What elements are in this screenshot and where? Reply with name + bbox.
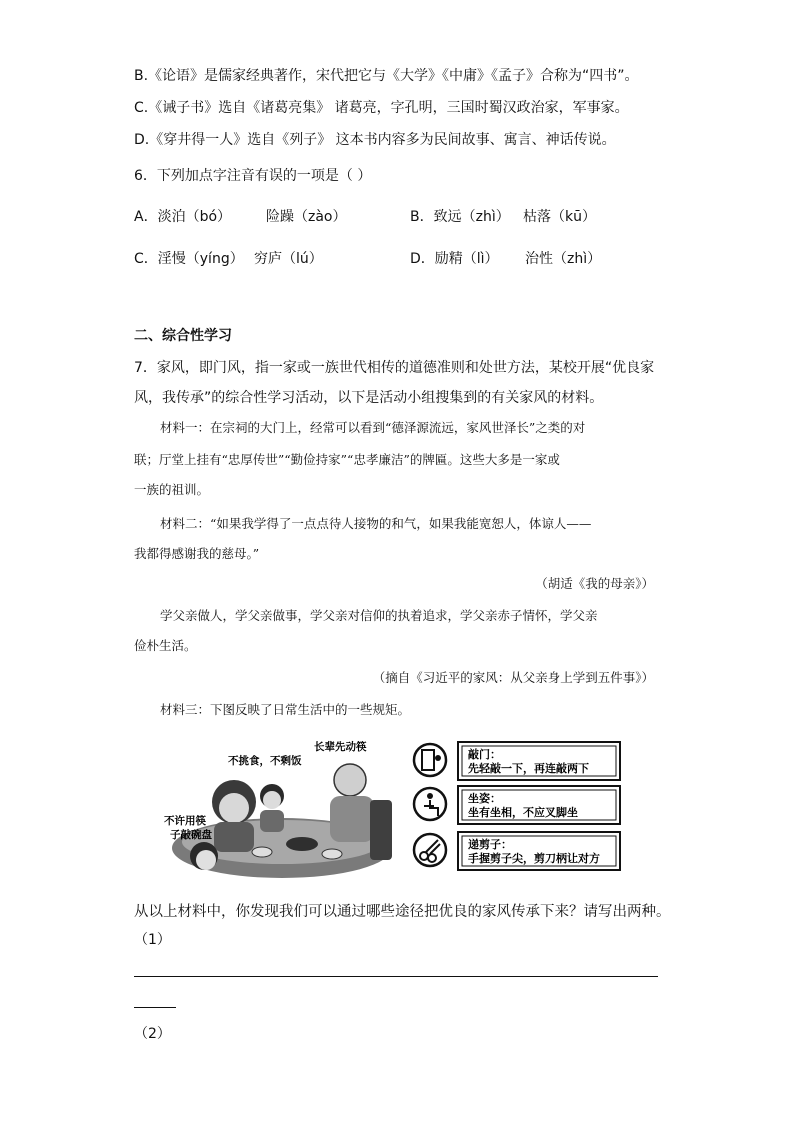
q6-stem: 6．下列加点字注音有误的一项是（ ） — [134, 168, 372, 184]
scene-label-chopsticks-1: 不许用筷 — [164, 815, 206, 827]
material-2b-source: （摘自《习近平的家风：从父亲身上学到五件事》） — [372, 670, 654, 685]
sign3-title: 递剪子： — [468, 838, 512, 851]
scene-label-chopsticks-2: 子敲碗盘 — [170, 829, 212, 841]
q7-question: 从以上材料中，你发现我们可以通过哪些途径把优良的家风传承下来？请写出两种。 — [134, 904, 671, 920]
answer-blank-1-label: （1） — [134, 932, 171, 948]
material-2-line-2: 我都得感谢我的慈母。” — [134, 546, 260, 561]
sign3-text: 手握剪子尖，剪刀柄让对方 — [468, 852, 600, 865]
q6-option-a-word1: A．淡泊（bó） — [134, 209, 232, 225]
material-2b-line-2: 俭朴生活。 — [134, 638, 197, 653]
q6-option-a-word2: 险躁（zào） — [266, 209, 347, 225]
material-2b-line-1: 学父亲做人，学父亲做事，学父亲对信仰的执着追求，学父亲赤子情怀，学父亲 — [160, 608, 598, 623]
sign1-text: 先轻敲一下，再连敲两下 — [468, 762, 589, 775]
material-2-source: （胡适《我的母亲》） — [535, 576, 654, 591]
sign2-title: 坐姿： — [468, 792, 501, 805]
answer-line-1[interactable] — [134, 976, 658, 977]
section-title: 二、综合性学习 — [134, 328, 232, 344]
sign2-text: 坐有坐相，不应叉脚坐 — [468, 806, 578, 819]
q6-option-b-word2: 枯落（kū） — [523, 209, 596, 225]
scene-label-picky: 不挑食，不剩饭 — [228, 755, 302, 767]
q6-option-c-word2: 穷庐（lú） — [254, 251, 323, 267]
q5-option-c: C.《诫子书》选自《诸葛亮集》 诸葛亮，字孔明，三国时蜀汉政治家，军事家。 — [134, 100, 629, 116]
answer-line-1-continued[interactable] — [134, 1007, 176, 1008]
etiquette-illustration — [162, 736, 630, 882]
material-2-line-1: 材料二：“如果我学得了一点点待人接物的和气，如果我能宽恕人，体谅人—— — [160, 516, 592, 531]
q7-stem-line-1: 7．家风，即门风，指一家或一族世代相传的道德准则和处世方法，某校开展“优良家 — [134, 360, 655, 376]
q6-option-d-word2: 治性（zhì） — [525, 251, 602, 267]
sign1-title: 敲门： — [468, 748, 501, 761]
q6-option-b-word1: B．致远（zhì） — [410, 209, 510, 225]
sign-scissors — [414, 832, 620, 870]
scene-label-elder: 长辈先动筷 — [314, 741, 367, 753]
sign-knock — [414, 742, 620, 780]
material-1-line-2: 联；厅堂上挂有“忠厚传世”“勤俭持家”“忠孝廉洁”的牌匾。这些大多是一家或 — [134, 452, 560, 467]
q6-option-c-word1: C．淫慢（yíng） — [134, 251, 244, 267]
q5-option-b: B.《论语》是儒家经典著作，宋代把它与《大学》《中庸》《孟子》合称为“四书”。 — [134, 68, 639, 84]
material-3-line-1: 材料三：下图反映了日常生活中的一些规矩。 — [160, 702, 411, 717]
material-1-line-3: 一族的祖训。 — [134, 482, 210, 497]
material-1-line-1: 材料一：在宗祠的大门上，经常可以看到“德泽源流远，家风世泽长”之类的对 — [160, 420, 586, 435]
q5-option-d: D.《穿井得一人》选自《列子》 这本书内容多为民间故事、寓言、神话传说。 — [134, 132, 616, 148]
answer-blank-2-label: （2） — [134, 1026, 171, 1042]
q6-option-d-word1: D．励精（lì） — [410, 251, 499, 267]
sign-sitting — [414, 786, 620, 824]
q7-stem-line-2: 风，我传承”的综合性学习活动，以下是活动小组搜集到的有关家风的材料。 — [134, 390, 604, 406]
door-knock-icon — [414, 744, 446, 776]
